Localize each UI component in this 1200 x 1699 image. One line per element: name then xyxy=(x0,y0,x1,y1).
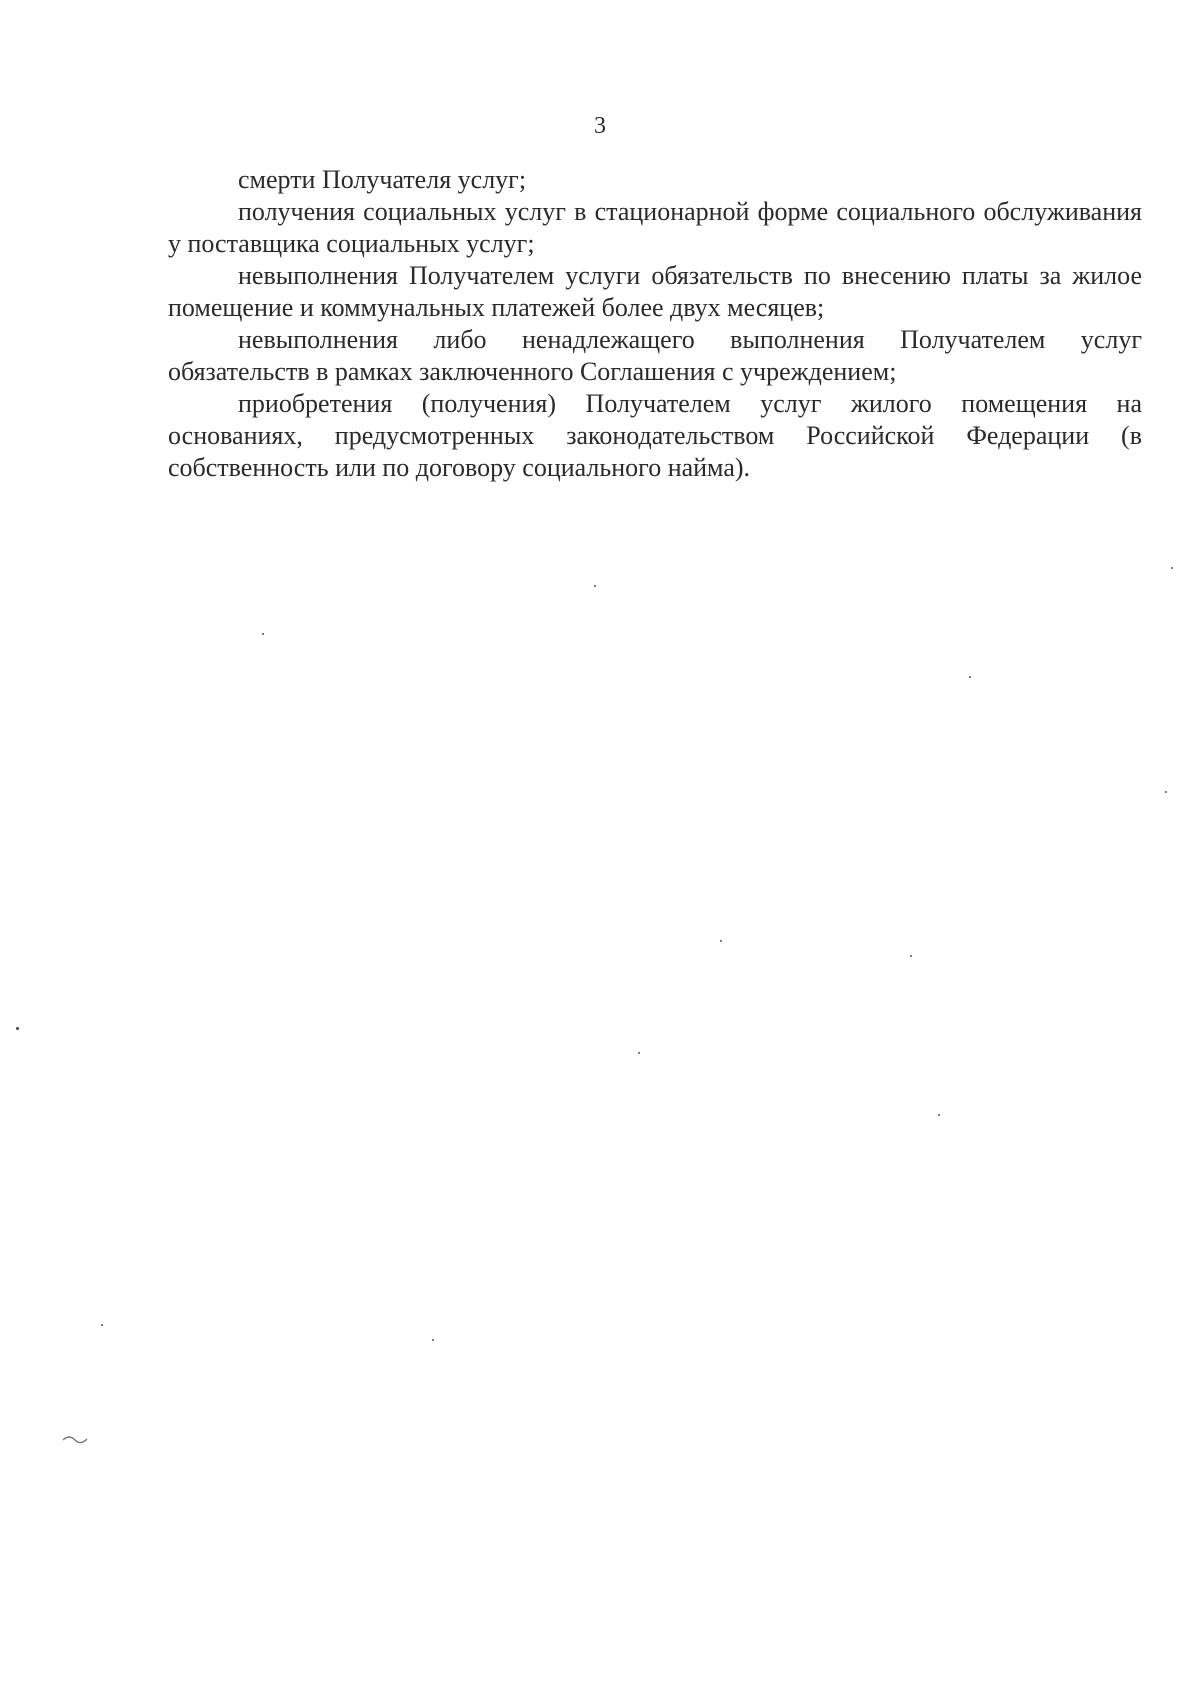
document-body xyxy=(168,164,1142,484)
scan-speck xyxy=(1171,567,1173,569)
scan-mark xyxy=(62,1434,88,1446)
paragraph: невыполнения либо ненадлежащего выполнения Получателем услуг обязательств в рамках заключенного Соглашения с учреждением; xyxy=(168,325,1142,386)
scan-speck xyxy=(101,1324,103,1326)
paragraph: получения социальных услуг в стационарной форме социального обслуживания у поставщика социальных услуг; xyxy=(168,197,1142,258)
scan-speck xyxy=(432,1339,434,1341)
scan-speck xyxy=(1165,791,1167,793)
scan-speck xyxy=(720,940,722,942)
scan-speck xyxy=(262,633,264,635)
scan-speck xyxy=(16,1027,19,1030)
scan-speck xyxy=(638,1052,640,1054)
paragraph: смерти Получателя услуг; xyxy=(238,165,527,194)
paragraph: невыполнения Получателем услуги обязательств по внесению платы за жилое помещение и коммунальных платежей более двух месяцев; xyxy=(168,261,1142,322)
scan-speck xyxy=(969,676,971,678)
scan-speck xyxy=(594,585,596,587)
page-number: 3 xyxy=(594,113,606,139)
scan-speck xyxy=(910,955,912,957)
paragraph: приобретения (получения) Получателем услуг жилого помещения на основаниях, предусмотренных законодательством Российской Федерации (в собственность или по договору социального найма). xyxy=(168,389,1142,482)
scan-speck xyxy=(938,1114,940,1116)
